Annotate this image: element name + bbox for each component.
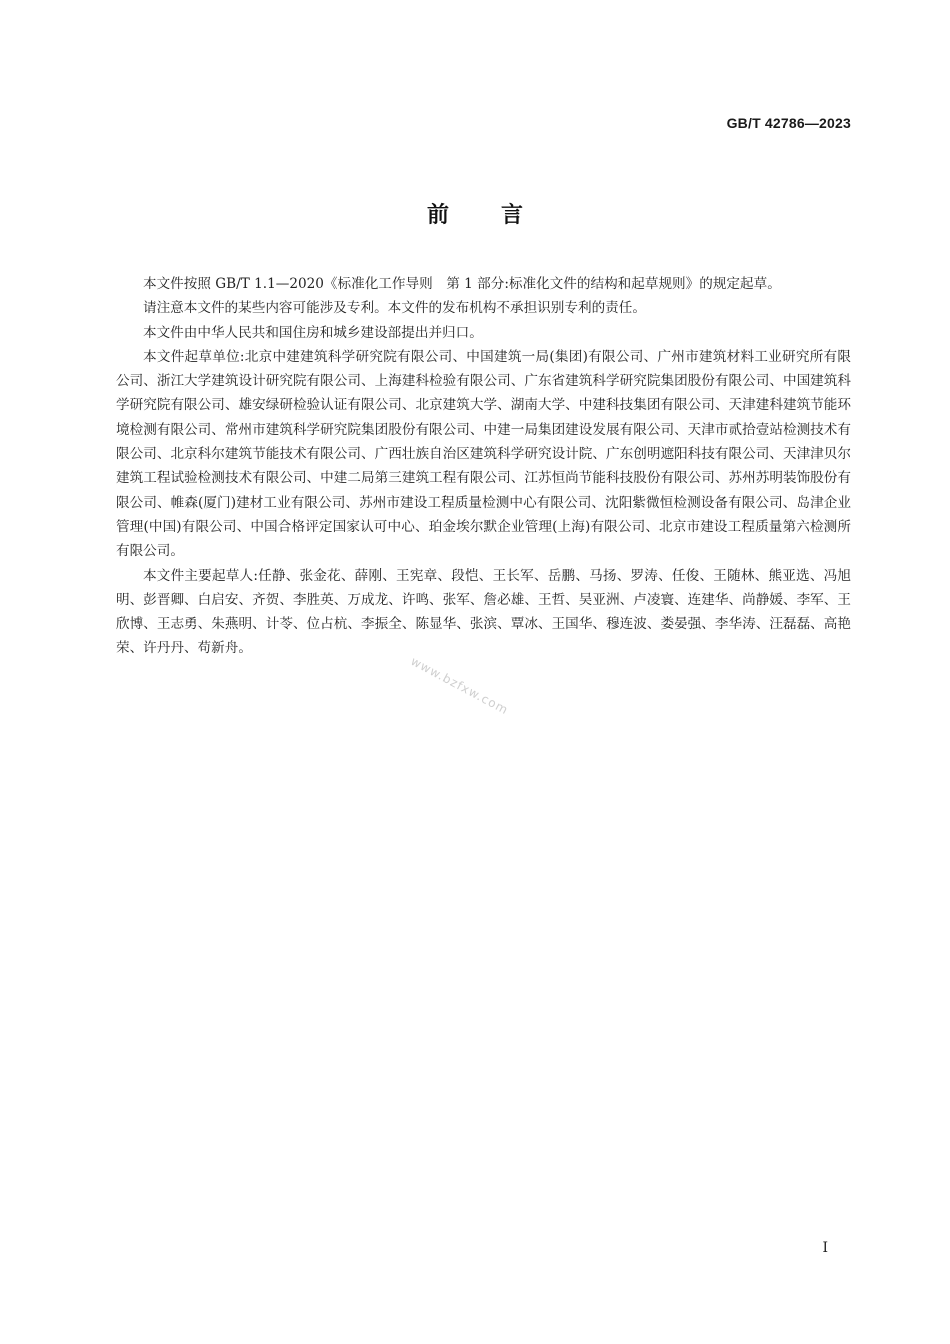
paragraph-patent-notice: 请注意本文件的某些内容可能涉及专利。本文件的发布机构不承担识别专利的责任。 bbox=[143, 300, 646, 317]
paragraph-drafting-rules: 本文件按照 GB/T 1.1—2020《标准化工作导则 第 1 部分:标准化文件的结构和起草规则》的规定起草。 bbox=[143, 276, 781, 292]
standard-code: GB/T 42786—2023 bbox=[726, 115, 851, 131]
watermark: www.bzfxw.com bbox=[408, 654, 511, 718]
page-number: I bbox=[822, 1240, 828, 1256]
page-title: 前言 bbox=[426, 203, 575, 228]
paragraph-drafters: 本文件主要起草人:任静、张金花、薛刚、王宪章、段恺、王长军、岳鹏、马扬、罗涛、任俊、王随林、熊亚选、冯旭明、彭晋卿、白启安、齐贺、李胜英、万成龙、许鸣、张军、詹必雄、王哲、吴亚洲、卢凌寰、连建华、尚静媛、李军、王欣博、王志勇、朱燕明、计苓、位占杭、李振全、陈显华、张滨、覃冰、王国华、穆连波、娄晏强、李华涛、汪磊磊、高艳荣、许丹丹、苟新舟。 bbox=[116, 567, 851, 657]
paragraph-drafting-units: 本文件起草单位:北京中建建筑科学研究院有限公司、中国建筑一局(集团)有限公司、广州市建筑材料工业研究所有限公司、浙江大学建筑设计研究院有限公司、上海建科检验有限公司、广东省建筑科学研究院集团股份有限公司、中国建筑科学研究院有限公司、雄安绿研检验认证有限公司、北京建筑大学、湖南大学、中建科技集团有限公司、天津建科建筑节能环境检测有限公司、常州市建筑科学研究院集团股份有限公司、中建一局集团建设发展有限公司、天津市贰拾壹站检测技术有限公司、北京科尔建筑节能技术有限公司、广西壮族自治区建筑科学研究设计院、广东创明遮阳科技有限公司、天津津贝尔建筑工程试验检测技术有限公司、中建二局第三建筑工程有限公司、江苏恒尚节能科技股份有限公司、苏州苏明装饰股份有限公司、帷森(厦门)建材工业有限公司、苏州市建设工程质量检测中心有限公司、沈阳紫微恒检测设备有限公司、岛津企业管理(中国)有限公司、中国合格评定国家认可中心、珀金埃尔默企业管理(上海)有限公司、北京市建设工程质量第六检测所有限公司。 bbox=[116, 348, 851, 560]
paragraph-proposer: 本文件由中华人民共和国住房和城乡建设部提出并归口。 bbox=[143, 324, 483, 341]
foreword-body bbox=[116, 272, 851, 661]
